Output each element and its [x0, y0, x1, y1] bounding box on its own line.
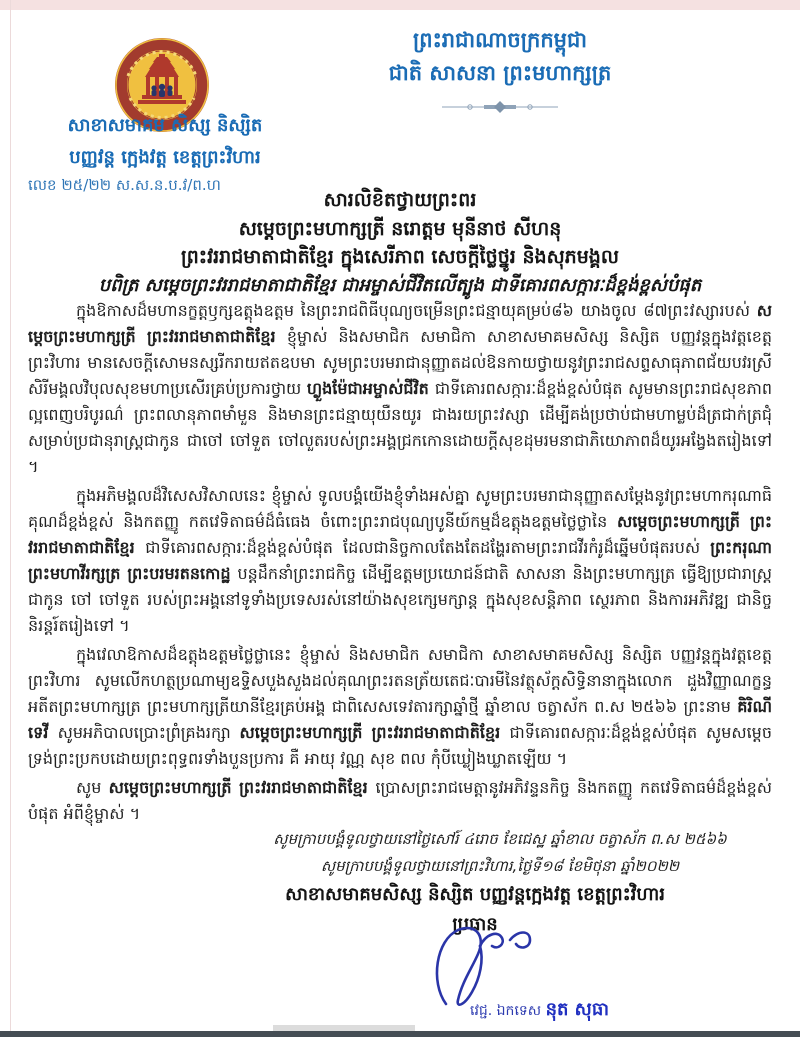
paragraph-1: ក្នុងឱកាសដ៏មហានក្ខត្តឫក្សឧត្តុងឧត្តម នៃព្រះរាជពិធីបុណ្យចម្រើនព្រះជន្មាយុគម្រប់៨៦ យាងចូល ៨៧ព្រះវស្សារបស់ សម្តេចព្រះមហាក្សត្រី ព្រះវររាជមាតាជាតិខ្មែរ ខ្ញុំម្ចាស់ និងសមាជិក សមាជិកា សាខាសមាគមសិស្ស និស្សិត បញ្ញវន្តក្នុងវត្តខេត្តព្រះវិហារ មានសេចក្តីសោមនស្សរីករាយឥតឧបមា សូមព្រះបរមរាជានុញ្ញាតដល់ឱនកាយថ្វាយនូវព្រះរាជសព្ទសាធុភាពជ័យបវរស្រី សិរីមង្គលវិបុលសុខមហាប្រសើរគ្រប់ប្រការថ្វាយ ហ្លួងម៉ែជាអម្ចាស់ជីវិត ជាទីគោរពសក្ការៈដ៏ខ្ពង់ខ្ពស់បំផុត សូមមានព្រះរាជសុខភាពល្អពេញបរិបូរណ៌ ព្រះពលានុភាពមាំមួន និងមានព្រះជន្មាយុយឺនយូរ ជាងរយព្រះវស្សា ដើម្បីគង់ប្រថាប់ជាមហាម្លប់ដ៏ត្រជាក់ត្រជុំ សម្រាប់ប្រជានុរាស្ត្រជាកូន ជាចៅ ចៅទួត ចៅលួតរបស់ព្រះអង្គជ្រកកោនដោយក្តីសុខដុមរមនាជាភិយោភាពដ៏យូរអង្វែងតរៀងទៅ ។ — [28, 301, 773, 476]
signer-prefix: វេជ្ជ. ឯកទេស — [470, 1003, 546, 1019]
association-name — [10, 110, 320, 174]
letter-title: សារលិខិតថ្វាយព្រះពរ — [323, 189, 477, 211]
letter-body — [28, 298, 772, 827]
lunar-date-line: សូមក្រាបបង្គំទូលថ្វាយនៅថ្ងៃសៅរ៍ ៤រោច ខែជេស្ឋ ឆ្នាំខាល ចត្វាស័ក ព.ស ២៥៦៦ — [273, 830, 727, 848]
scan-artifact-bottom-bar — [0, 1031, 800, 1037]
signer-name: នុត សុធា — [545, 999, 609, 1020]
association-name-line2: បញ្ញវន្ត ក្អេងវត្ត ខេត្តព្រះវិហារ — [69, 147, 261, 168]
kingdom-title: ព្រះរាជាណាចក្រកម្ពុជា — [412, 28, 587, 52]
royal-motto — [300, 24, 700, 90]
paragraph-4: សូម សម្តេចព្រះមហាក្សត្រី ព្រះវររាជមាតាជាតិខ្មែរ ប្រោសព្រះរាជមេត្តានូវអភិវន្ទនកិច្ច និងកតញ្ញូ កតវេទិតាធម៌ដ៏ខ្ពង់ខ្ពស់បំផុត អំពីខ្ញុំម្ចាស់ ។ — [28, 778, 773, 823]
salutation-line: បពិត្រ សម្តេចព្រះវររាជមាតាជាតិខ្មែរ ជាអម្ចាស់ជីវិតលើត្បូង ជាទីគោរពសក្ការៈដ៏ខ្ពង់ខ្ពស់បំផុត — [98, 274, 702, 296]
queen-mother-honorific: ព្រះវររាជមាតាជាតិខ្មែរ ក្នុងសេរីភាព សេចក្តីថ្លៃថ្នូរ និងសុភមង្គល — [181, 246, 619, 268]
queen-mother-name: សម្តេចព្រះមហាក្សត្រី នរោត្តម មុនីនាថ សីហនុ — [238, 217, 562, 240]
ornamental-divider-icon — [440, 100, 560, 114]
signer-role: ប្រធាន — [452, 914, 498, 935]
letter-title-block — [30, 186, 770, 300]
nation-religion-king: ជាតិ សាសនា ព្រះមហាក្សត្រ — [388, 61, 612, 85]
gregorian-date-line: សូមក្រាបបង្គំទូលថ្វាយនៅព្រះវិហារ,ថ្ងៃទី១៨ ខែមិថុនា ឆ្នាំ២០២២ — [320, 857, 680, 875]
closing-organization: សាខាសមាគមសិស្ស និស្សិត បញ្ញវន្តក្អេងវត្ត ខេត្តព្រះវិហារ — [285, 884, 665, 905]
association-name-line1: សាខាសមាគម សិស្ស និស្សិត — [67, 115, 263, 136]
scan-artifact-top-strip — [0, 0, 800, 10]
signer-line — [470, 997, 710, 1024]
paragraph-3: ក្នុងវេលាឱកាសដ៏ឧត្តុងឧត្តមថ្លៃថ្លានេះ ខ្ញុំម្ចាស់ និងសមាជិក សមាជិកា សាខាសមាគមសិស្ស និស្សិត បញ្ញវន្តក្នុងវត្តខេត្តព្រះវិហារ សូមលើកហត្ថប្រណាម្យឧទ្ទិសបួងសួងដល់គុណព្រះរតនត្រ័យតេជៈបារមីនៃវត្ថុស័ក្តសិទ្ធិនានាក្នុងលោក ដួងវិញ្ញាណក្ខន្ធអតីតព្រះមហាក្សត្រ ព្រះមហាក្សត្រីយានីខ្មែរគ្រប់អង្គ ជាពិសេសទេវតារក្សាឆ្នាំថ្មី ឆ្នាំខាល ចត្វាស័ក ព.ស ២៥៦៦ ព្រះនាម គិរិណីទេវី សូមអភិបាលប្រោះព្រំគ្រងរក្សា សម្តេចព្រះមហាក្សត្រី ព្រះវររាជមាតាជាតិខ្មែរ ជាទីគោរពសក្ការៈដ៏ខ្ពង់ខ្ពស់បំផុត សូមសម្តេចទ្រង់ព្រះប្រកបដោយព្រះពុទ្ធពរទាំងបួនប្រការ គឺ អាយុ វណ្ណ សុខ ពល កុំបីឃ្លៀងឃ្លាតឡើយ ។ — [28, 645, 772, 768]
reference-number: លេខ ២៥/២២ ស.ស.ន.ប.វ/ព.ហ — [28, 176, 221, 194]
paragraph-2: ក្នុងអភិមង្គលដ៏វិសេសវិសាលនេះ ខ្ញុំម្ចាស់ ទូលបង្គំយើងខ្ញុំទាំងអស់គ្នា សូមព្រះបរមរាជានុញ្ញាតសម្តែងនូវព្រះមហាករុណាធិគុណដ៏ខ្ពង់ខ្ពស់ និងកតញ្ញូ កតវេទិតាធម៌ដ៏ធំធេង ចំពោះព្រះរាជបុណ្យបូនីយ៍កម្មដ៏ឧត្តុងឧត្តមថ្លៃថ្លានៃ សម្តេចព្រះមហាក្សត្រី ព្រះវររាជមាតាជាតិខ្មែរ ជាទីគោរពសក្ការៈដ៏ខ្ពង់ខ្ពស់បំផុត ដែលជានិច្ចកាលតែងតែដង្ហែរតាមព្រះរាជវីរកំរូដ៏ឆ្នើមបំផុតរបស់ ព្រះករុណាព្រះមហាវីរក្សត្រ ព្រះបរមរតនកោដ្ឋ បន្តដឹកនាំព្រះរាជកិច្ច ដើម្បីឧត្តមប្រយោជន៍ជាតិ សាសនា និងព្រះមហាក្សត្រ ធ្វើឱ្យប្រជារាស្ត្រជាកូន ចៅ ចៅទួត របស់ព្រះអង្គនៅទូទាំងប្រទេសរស់នៅយ៉ាងសុខក្សេមក្សាន្ត ក្នុងសុខសន្តិភាព ស្ថេរភាព និងការអភិវឌ្ឍ ជានិច្ចនិរន្តរ៍តរៀងទៅ ។ — [28, 486, 773, 635]
date-block — [200, 826, 800, 880]
